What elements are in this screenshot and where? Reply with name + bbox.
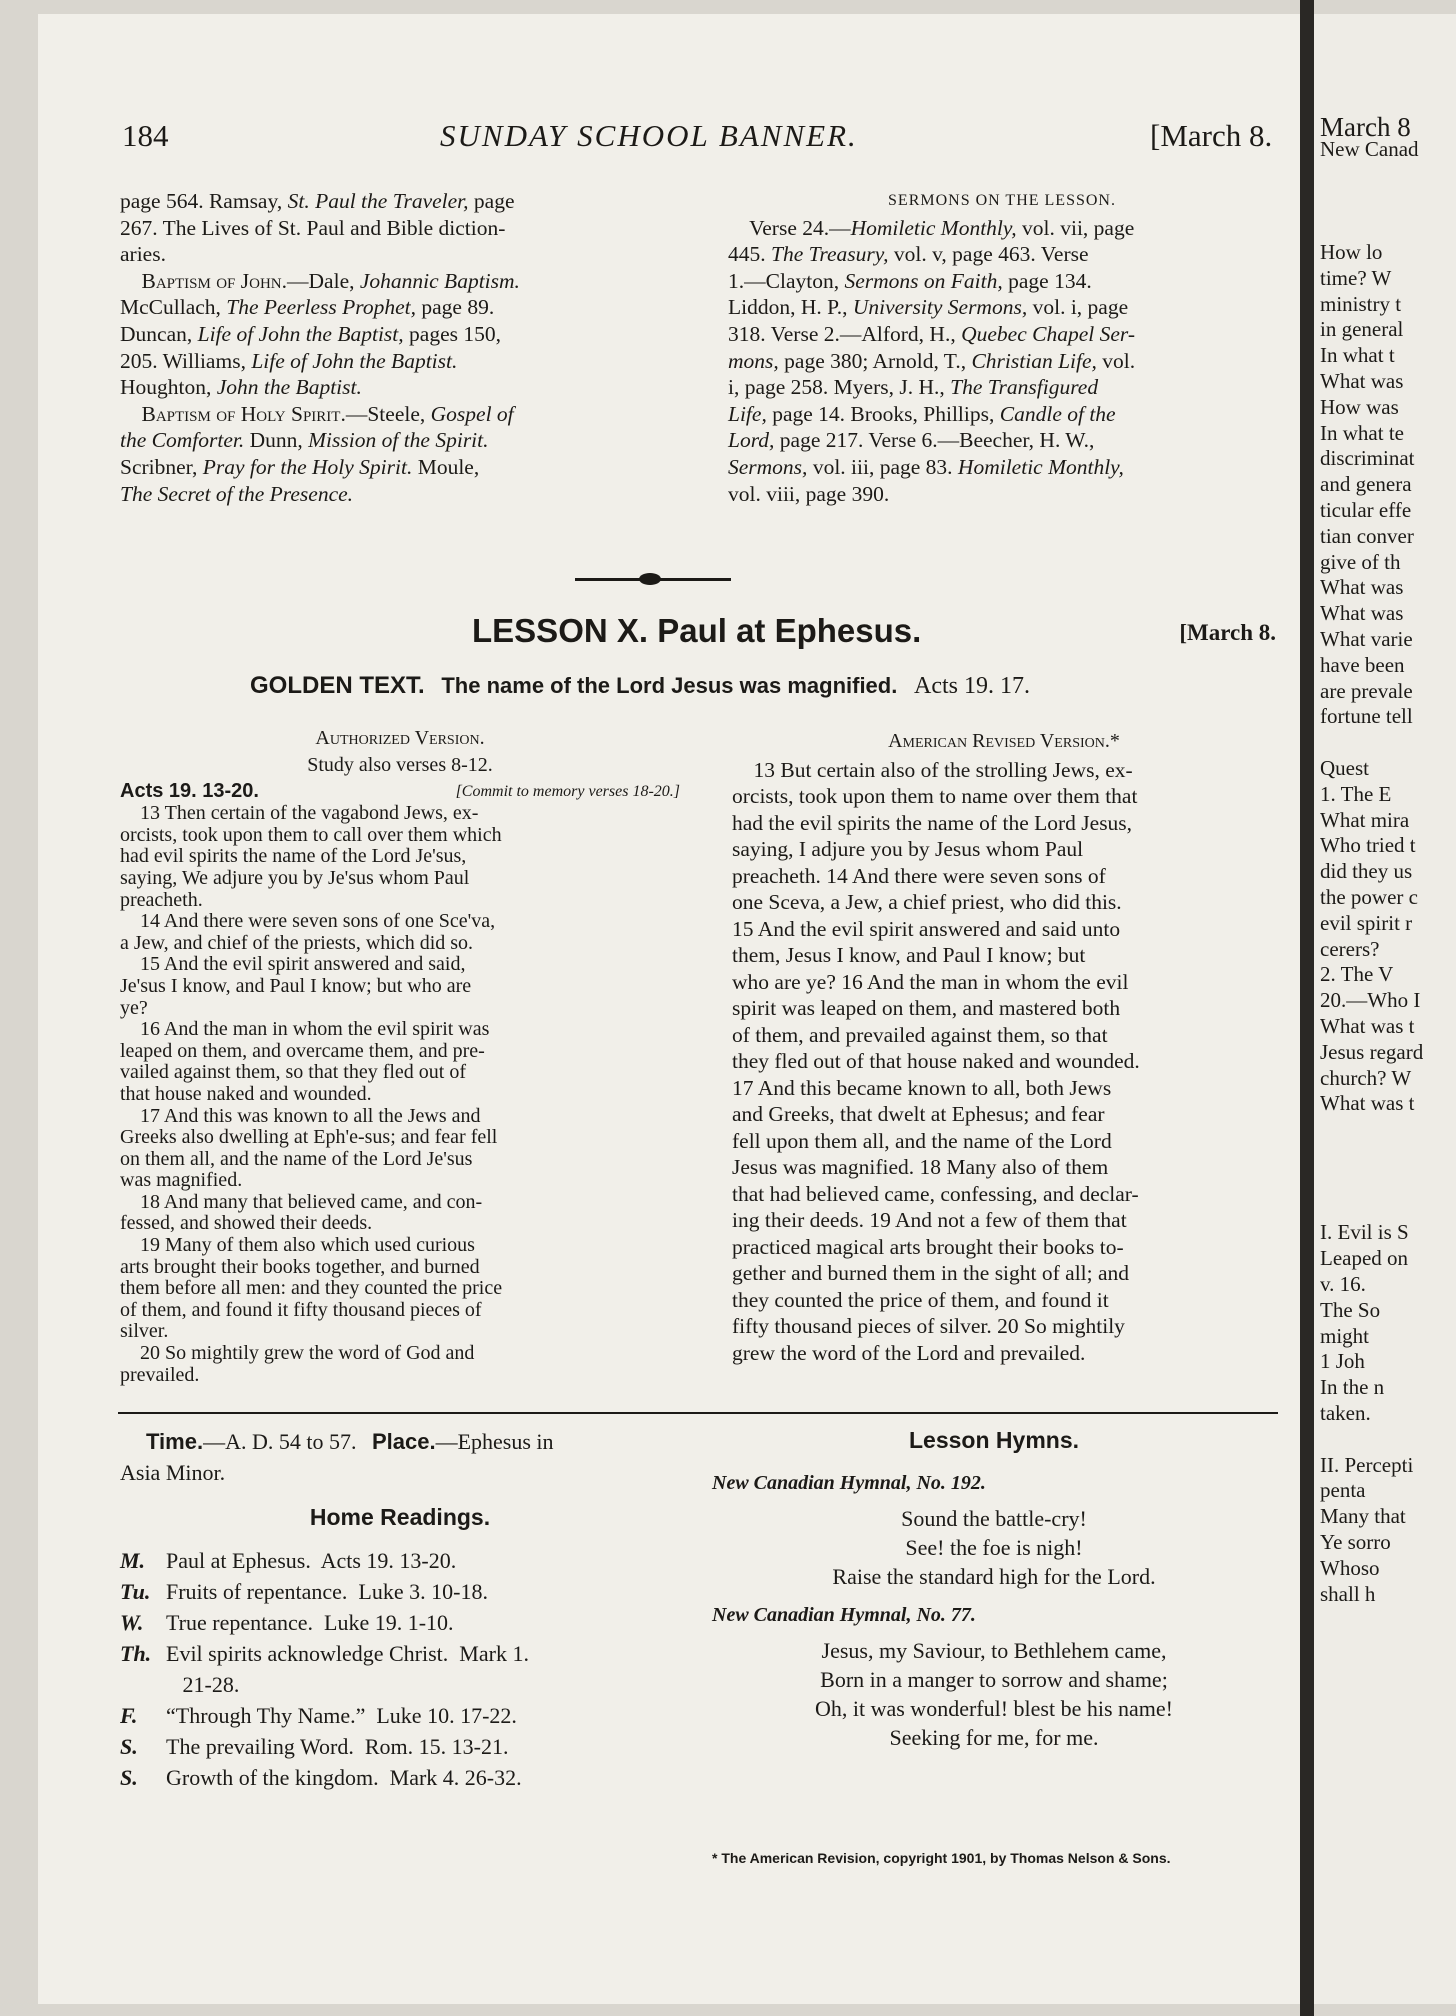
verse-line: grew the word of the Lord and prevailed. xyxy=(732,1340,1086,1365)
verse-line: ing their deeds. 19 And not a few of them that xyxy=(732,1208,1127,1232)
adjacent-page-line: What was xyxy=(1320,369,1404,393)
bibliography-line: page 564. Ramsay, St. Paul the Traveler, page xyxy=(120,189,515,213)
hymn2-verse xyxy=(712,1636,1276,1752)
lesson-hymns-section xyxy=(712,1426,1276,1752)
reading-item xyxy=(120,1607,680,1638)
verse-line: of them, and prevailed against them, so that xyxy=(732,1022,1108,1047)
sermons-line: vol. viii, page 390. xyxy=(728,481,890,506)
adjacent-page-line: What was xyxy=(1320,601,1404,626)
sermons-line: Liddon, H. P., University Sermons, vol. i, page xyxy=(728,295,1129,320)
reading-item xyxy=(120,1762,680,1793)
hymn-line: Oh, it was wonderful! blest be his name! xyxy=(814,1696,1174,1721)
adjacent-page-line: tian conver xyxy=(1320,523,1414,548)
sermons-line: i, page 258. Myers, J. H., The Transfigured xyxy=(728,375,1099,400)
adjacent-page-line: Who tried t xyxy=(1320,833,1416,858)
verse-line: preacheth. xyxy=(120,888,203,911)
adjacent-page-line: Jesus regard xyxy=(1320,1039,1424,1064)
verse-line: 20 So mightily grew the word of God and xyxy=(120,1342,475,1365)
adjacent-page-line: March 8 xyxy=(1320,112,1411,142)
reading-item xyxy=(120,1669,680,1700)
adjacent-page-line: give of th xyxy=(1320,549,1401,574)
adjacent-page-line: 20.—Who I xyxy=(1320,988,1421,1013)
hymn2-title: New Canadian Hymnal, No. 77. xyxy=(712,1604,976,1626)
verse-line: 14 And there were seven sons of one Sce'va, xyxy=(120,910,496,933)
sermons-line: Life, page 14. Brooks, Phillips, Candle of the xyxy=(728,401,1116,426)
reading-text: Evil spirits acknowledge Christ. Mark 1. xyxy=(166,1641,529,1666)
place-line2: Asia Minor. xyxy=(120,1460,226,1485)
adjacent-page-line: cerers? xyxy=(1320,936,1380,961)
verse-line: they fled out of that house naked and wounded. xyxy=(732,1049,1140,1073)
verse-line: had evil spirits the name of the Lord Je'sus, xyxy=(120,845,467,868)
verse-line: leaped on them, and overcame them, and pre- xyxy=(120,1039,485,1062)
lesson-hymns-heading: Lesson Hymns. xyxy=(909,1427,1079,1453)
hymn-line: See! the foe is nigh! xyxy=(905,1535,1083,1560)
adjacent-page-line: How lo xyxy=(1320,240,1383,264)
bibliography-line: Baptism of Holy Spirit.—Steele, Gospel of xyxy=(120,401,514,426)
page-title: SUNDAY SCHOOL BANNER. xyxy=(440,118,858,153)
reading-day: S. xyxy=(120,1734,138,1759)
place-label: Place. xyxy=(371,1429,436,1454)
reading-item xyxy=(120,1545,680,1576)
adjacent-page-line: What was xyxy=(1320,575,1404,600)
verse-line: 16 And the man in whom the evil spirit was xyxy=(120,1018,490,1041)
verse-line: fell upon them all, and the name of the Lord xyxy=(732,1128,1112,1153)
reading-text: Paul at Ephesus. Acts 19. 13-20. xyxy=(166,1548,457,1573)
adjacent-page-line: Whoso xyxy=(1320,1555,1380,1580)
adjacent-page-line: discriminat xyxy=(1320,446,1415,471)
adjacent-page-line: ministry t xyxy=(1320,291,1402,316)
adjacent-page-line: In the n xyxy=(1320,1375,1385,1400)
verse-line: saying, We adjure you by Je'sus whom Paul xyxy=(120,866,470,889)
bibliography-line: Scribner, Pray for the Holy Spirit. Moule, xyxy=(120,454,480,479)
reading-text: 21-28. xyxy=(166,1672,240,1697)
verse-line: preacheth. 14 And there were seven sons of xyxy=(732,863,1106,888)
hymn-line: Raise the standard high for the Lord. xyxy=(832,1564,1156,1589)
authorized-heading: Authorized Version. xyxy=(315,727,485,749)
page-number: 184 xyxy=(122,118,169,153)
study-note: Study also verses 8-12. xyxy=(307,753,493,776)
verse-line: prevailed. xyxy=(120,1363,200,1386)
sermons-line: 318. Verse 2.—Alford, H., Quebec Chapel Ser- xyxy=(728,321,1135,346)
adjacent-page-line: and genera xyxy=(1320,472,1412,497)
adjacent-page-line: church? W xyxy=(1320,1065,1412,1090)
adjacent-page-line: What was t xyxy=(1320,1091,1415,1116)
verse-line: vailed against them, so that they fled out of xyxy=(120,1061,467,1084)
time-value: —A. D. 54 to 57. xyxy=(203,1429,357,1454)
bibliography-section xyxy=(120,188,680,507)
adjacent-page-line: the power c xyxy=(1320,885,1418,909)
verse-line: had the evil spirits the name of the Lord Jesus, xyxy=(732,810,1133,835)
bibliography-line: Houghton, John the Baptist. xyxy=(120,375,362,400)
verse-line: they counted the price of them, and found it xyxy=(732,1287,1109,1312)
bibliography-line: the Comforter. Dunn, Mission of the Spirit. xyxy=(120,428,489,453)
verse-line: Greeks also dwelling at Eph'e-sus; and fear fell xyxy=(120,1126,498,1149)
hymn-line: Born in a manger to sorrow and shame; xyxy=(820,1667,1168,1692)
reading-text: The prevailing Word. Rom. 15. 13-21. xyxy=(166,1734,509,1759)
reading-day: F. xyxy=(120,1703,138,1728)
bibliography-line: aries. xyxy=(120,242,166,267)
reading-day: W. xyxy=(120,1610,144,1635)
adjacent-page-line: The So xyxy=(1320,1297,1381,1322)
adjacent-page-line: in general xyxy=(1320,317,1404,342)
reading-item xyxy=(120,1576,680,1607)
sermons-section xyxy=(728,188,1276,507)
reading-day: Th. xyxy=(120,1641,152,1666)
verse-line: saying, I adjure you by Jesus whom Paul xyxy=(732,837,1084,861)
verse-line: 13 Then certain of the vagabond Jews, ex- xyxy=(120,802,479,825)
revised-heading: American Revised Version.* xyxy=(888,730,1120,752)
adjacent-page-line: shall h xyxy=(1320,1581,1376,1606)
reading-day: Tu. xyxy=(120,1579,151,1604)
authorized-version xyxy=(120,728,680,1386)
verse-line: them, Jesus I know, and Paul I know; but xyxy=(732,943,1086,967)
golden-text xyxy=(250,672,1030,700)
verse-line: practiced magical arts brought their books to- xyxy=(732,1234,1124,1259)
sermons-line: Verse 24.—Homiletic Monthly, vol. vii, page xyxy=(728,215,1135,240)
adjacent-page-line: How was xyxy=(1320,394,1399,419)
book-gutter xyxy=(1300,0,1314,2016)
hymn1-title: New Canadian Hymnal, No. 192. xyxy=(712,1472,986,1494)
sermons-line: mons, page 380; Arnold, T., Christian Life, vol. xyxy=(728,348,1136,373)
verse-line: on them all, and the name of the Lord Je'sus xyxy=(120,1147,473,1170)
adjacent-page-line: What varie xyxy=(1320,627,1413,651)
reading-item xyxy=(120,1731,680,1762)
verse-line: orcists, took upon them to call over them which xyxy=(120,823,502,846)
time-place-line xyxy=(120,1426,680,1457)
golden-text-ref: Acts 19. 17. xyxy=(914,673,1031,699)
adjacent-page-fragment xyxy=(1314,14,1456,2004)
verse-line: orcists, took upon them to name over them that xyxy=(732,784,1138,808)
reading-text: Growth of the kingdom. Mark 4. 26-32. xyxy=(166,1765,522,1790)
adjacent-page-line: What mira xyxy=(1320,807,1410,832)
adjacent-page-line: Ye sorro xyxy=(1320,1530,1391,1554)
golden-text-label: GOLDEN TEXT. xyxy=(250,672,425,699)
commit-note: [Commit to memory verses 18-20.] xyxy=(455,783,680,801)
verse-line: 17 And this became known to all, both Jews xyxy=(732,1075,1112,1100)
adjacent-page-line: Quest xyxy=(1320,756,1369,780)
bibliography-line: The Secret of the Presence. xyxy=(120,481,354,506)
adjacent-page-line: In what te xyxy=(1320,420,1404,445)
adjacent-page-line: time? W xyxy=(1320,265,1392,290)
header-date: [March 8. xyxy=(1150,118,1273,153)
scripture-ref-row xyxy=(120,781,680,803)
adjacent-page-line: evil spirit r xyxy=(1320,910,1413,935)
adjacent-page-line: did they us xyxy=(1320,859,1413,884)
verse-line: them before all men: and they counted the price xyxy=(120,1277,503,1300)
footnote: * The American Revision, copyright 1901, by Thomas Nelson & Sons. xyxy=(712,1850,1171,1866)
revised-text xyxy=(732,757,1276,1367)
section-rule xyxy=(118,1412,1278,1414)
reading-text: “Through Thy Name.” Luke 10. 17-22. xyxy=(166,1703,517,1728)
verse-line: of them, and found it fifty thousand pieces of xyxy=(120,1298,482,1321)
verse-line: gether and burned them in the sight of all; and xyxy=(732,1261,1130,1285)
adjacent-page-line: New Canad xyxy=(1320,136,1419,161)
lesson-title: LESSON X. Paul at Ephesus. xyxy=(472,612,922,649)
verse-line: was magnified. xyxy=(120,1169,243,1192)
verse-line: Jesus was magnified. 18 Many also of them xyxy=(732,1155,1109,1179)
verse-line: silver. xyxy=(120,1320,169,1343)
verse-line: that had believed came, confessing, and declar- xyxy=(732,1181,1139,1206)
reading-item xyxy=(120,1638,680,1669)
sermons-heading: SERMONS ON THE LESSON. xyxy=(888,192,1116,209)
bibliography-line: McCullach, The Peerless Prophet, page 89. xyxy=(120,295,495,320)
sermons-text xyxy=(728,215,1276,508)
hymn-line: Sound the battle-cry! xyxy=(901,1506,1087,1531)
adjacent-page-line: penta xyxy=(1320,1478,1366,1503)
adjacent-page-line: 1. The E xyxy=(1320,781,1392,806)
reading-day: M. xyxy=(120,1548,146,1573)
verse-line: 17 And this was known to all the Jews and xyxy=(120,1104,481,1127)
golden-text-verse: The name of the Lord Jesus was magnified. xyxy=(441,673,898,698)
verse-line: 13 But certain also of the strolling Jews, ex- xyxy=(732,757,1133,782)
adjacent-page-line: What was t xyxy=(1320,1014,1415,1038)
scripture-ref: Acts 19. 13-20. xyxy=(120,780,259,803)
verse-line: 15 And the evil spirit answered and said unto xyxy=(732,916,1121,941)
adjacent-page-line: taken. xyxy=(1320,1401,1371,1425)
home-readings-list xyxy=(120,1545,680,1793)
adjacent-page-line: are prevale xyxy=(1320,678,1413,703)
lesson-date: [March 8. xyxy=(1179,620,1276,645)
sermons-line: 1.—Clayton, Sermons on Faith, page 134. xyxy=(728,268,1092,293)
verse-line: 15 And the evil spirit answered and said, xyxy=(120,953,466,976)
hymn1-verse xyxy=(712,1504,1276,1591)
reading-text: True repentance. Luke 19. 1-10. xyxy=(166,1610,454,1635)
time-place-section xyxy=(120,1426,680,1793)
verse-line: ye? xyxy=(120,996,148,1019)
adjacent-page-line: II. Percepti xyxy=(1320,1452,1414,1477)
verse-line: that house naked and wounded. xyxy=(120,1082,372,1105)
sermons-line: Lord, page 217. Verse 6.—Beecher, H. W., xyxy=(728,428,1095,453)
verse-line: who are ye? 16 And the man in whom the evil xyxy=(732,969,1129,994)
place-value: —Ephesus in xyxy=(435,1429,554,1454)
home-readings-heading: Home Readings. xyxy=(309,1504,491,1530)
verse-line: a Jew, and chief of the priests, which did so. xyxy=(120,931,474,954)
verse-line: 19 Many of them also which used curious xyxy=(120,1234,475,1257)
adjacent-page-line: In what t xyxy=(1320,343,1395,368)
adjacent-page-line: Leaped on xyxy=(1320,1246,1409,1271)
adjacent-page-line: fortune tell xyxy=(1320,704,1413,729)
adjacent-page-line: 2. The V xyxy=(1320,962,1394,987)
adjacent-page-line: I. Evil is S xyxy=(1320,1220,1409,1245)
reading-text: Fruits of repentance. Luke 3. 10-18. xyxy=(166,1579,488,1604)
authorized-text xyxy=(120,803,680,1386)
bibliography-line: Duncan, Life of John the Baptist, pages 150, xyxy=(120,321,501,346)
verse-line: one Sceva, a Jew, a chief priest, who did this. xyxy=(732,890,1122,914)
adjacent-page-line: Many that xyxy=(1320,1504,1406,1529)
time-label: Time. xyxy=(146,1429,204,1454)
adjacent-page-line: 1 Joh xyxy=(1320,1349,1365,1374)
adjacent-page-line: might xyxy=(1320,1323,1370,1348)
adjacent-page-line: have been xyxy=(1320,652,1405,677)
verse-line: spirit was leaped on them, and mastered both xyxy=(732,996,1121,1020)
adjacent-page-line: v. 16. xyxy=(1320,1272,1366,1296)
bibliography-line: Baptism of John.—Dale, Johannic Baptism. xyxy=(120,268,520,293)
bibliography-line: 205. Williams, Life of John the Baptist. xyxy=(120,348,458,373)
sermons-line: Sermons, vol. iii, page 83. Homiletic Monthly, xyxy=(728,454,1124,479)
verse-line: fifty thousand pieces of silver. 20 So mightily xyxy=(732,1314,1125,1338)
reading-item xyxy=(120,1700,680,1731)
verse-line: fessed, and showed their deeds. xyxy=(120,1212,373,1235)
ornamental-divider xyxy=(575,578,731,581)
verse-line: and Greeks, that dwelt at Ephesus; and fear xyxy=(732,1102,1105,1126)
hymn-line: Jesus, my Saviour, to Bethlehem came, xyxy=(821,1638,1167,1663)
reading-day: S. xyxy=(120,1765,138,1790)
sermons-line: 445. The Treasury, vol. v, page 463. Verse xyxy=(728,242,1089,267)
bibliography-line: 267. The Lives of St. Paul and Bible diction- xyxy=(120,215,506,240)
verse-line: arts brought their books together, and burned xyxy=(120,1255,480,1278)
verse-line: Je'sus I know, and Paul I know; but who are xyxy=(120,974,472,997)
hymn-line: Seeking for me, for me. xyxy=(889,1725,1099,1750)
verse-line: 18 And many that believed came, and con- xyxy=(120,1190,483,1213)
revised-version xyxy=(732,728,1276,1366)
adjacent-page-line: ticular effe xyxy=(1320,498,1412,522)
